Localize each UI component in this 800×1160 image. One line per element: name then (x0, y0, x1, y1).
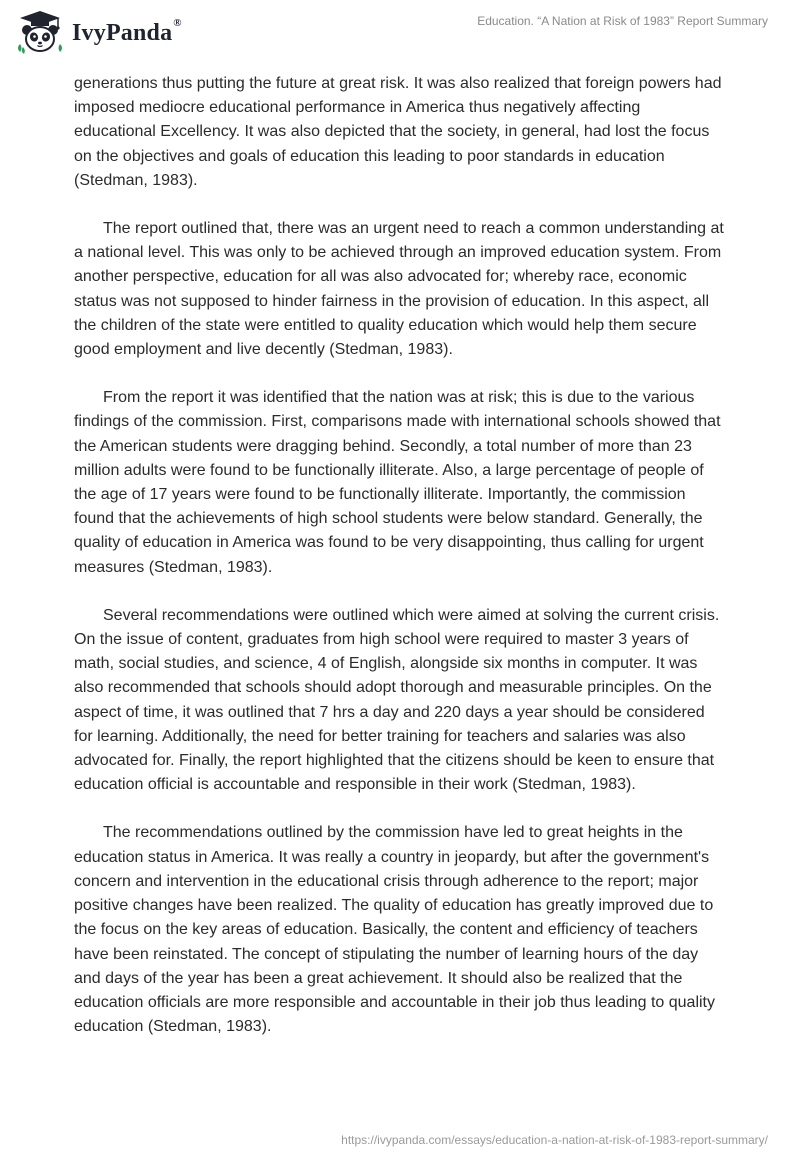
page-header (0, 0, 800, 72)
document-title: Education. “A Nation at Risk of 1983” Report Summary (477, 14, 768, 28)
essay-body (74, 72, 724, 1063)
source-url[interactable]: https://ivypanda.com/essays/education-a-nation-at-risk-of-1983-report-summary/ (341, 1133, 768, 1147)
ivypanda-logo[interactable] (14, 10, 182, 54)
paragraph-4: Several recommendations were outlined which were aimed at solving the current crisis. On the issue of content, graduates from high school were required to master 3 years of math, social studies, and science, 4 of English, alongside six months in computer. It was also recommended that schools should adopt thorough and measurable principles. On the aspect of time, it was outlined that 7 hrs a day and 220 days a year should be considered for learning. Additionally, the need for better training for teachers and salaries was also advocated for. Finally, the report highlighted that the citizens should be keen to ensure that education official is accountable and responsible in their work (Stedman, 1983). (74, 606, 720, 794)
paragraph-5: The recommendations outlined by the commission have led to great heights in the education status in America. It was really a country in jeopardy, but after the government's concern and intervention in the educational crisis through adherence to the report; major positive changes have been realized. The quality of education has greatly improved due to the focus on the key areas of education. Basically, the content and efficiency of teachers have been reinstated. The concept of stipulating the number of learning hours of the day and days of the year has been a great achievement. It should also be realized that the education officials are more responsible and accountable in their job thus leading to quality education (Stedman, 1983). (74, 824, 715, 1036)
paragraph-3: From the report it was identified that the nation was at risk; this is due to the various findings of the commission. First, comparisons made with international schools showed that the American students were dragging behind. Secondly, a total number of more than 23 million adults were found to be functionally illiterate. Also, a large percentage of people of the age of 17 years were found to be functionally illiterate. Importantly, the commission found that the achievements of high school students were below standard. Generally, the quality of education in America was found to be very disappointing, thus calling for urgent measures (Stedman, 1983). (74, 389, 721, 576)
brand-name: IvyPanda® (72, 17, 182, 46)
paragraph-1: generations thus putting the future at great risk. It was also realized that foreign powers had imposed mediocre educational performance in America thus negatively affecting educational Excellency. It was also depicted that the society, in general, had lost the focus on the objectives and goals of education this leading to poor standards in education (Stedman, 1983). (74, 75, 722, 189)
paragraph-2: The report outlined that, there was an urgent need to reach a common understanding at a national level. This was only to be achieved through an improved education system. From another perspective, education for all was also advocated for; whereby race, economic status was not supposed to hinder fairness in the provision of education. In this aspect, all the children of the state were entitled to quality education which would help them secure good employment and live decently (Stedman, 1983). (74, 220, 724, 359)
panda-graduation-cap-icon (14, 10, 66, 54)
